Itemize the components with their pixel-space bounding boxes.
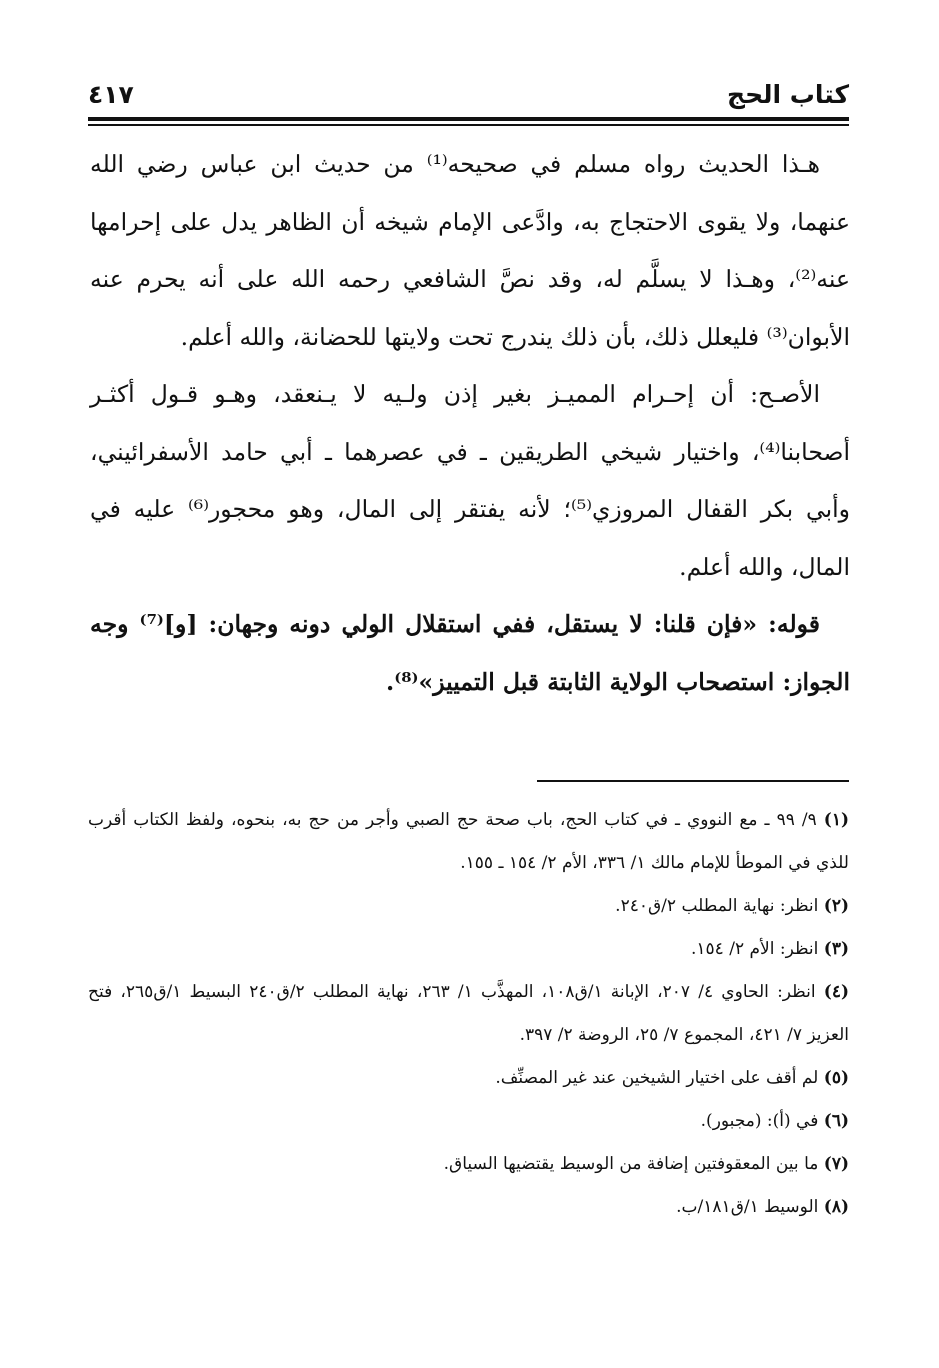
footnote-number: (٤) — [823, 982, 849, 1002]
header-rule-thin — [88, 124, 849, 126]
footnote-text: لم أقف على اختيار الشيخين عند غير المصنِّف. — [495, 1068, 819, 1088]
footnote-2 — [88, 885, 849, 928]
footnote-text: انظر: نهاية المطلب ٢/ق٢٤٠. — [615, 896, 819, 916]
footnote-7 — [88, 1143, 849, 1186]
footnote-text: ما بين المعقوفتين إضافة من الوسيط يقتضيها السياق. — [443, 1154, 819, 1174]
footnote-text: في (أ): (مجبور). — [700, 1111, 819, 1131]
footnote-number: (٨) — [823, 1197, 849, 1217]
footnote-3 — [88, 928, 849, 971]
running-title: كتاب الحج — [727, 80, 849, 109]
header-rule-thick — [88, 117, 849, 121]
footnote-number: (٢) — [823, 896, 849, 916]
footnote-text: ٩/ ٩٩ ـ مع النووي ـ في كتاب الحج، باب صحة حج الصبي وأجر من حج به، بنحوه، ولفظ الكتاب أقرب للذي في الموطأ للإمام مالك ١/ ٣٣٦، الأم ٢/ ١٥٤ ـ ١٥٥. — [88, 810, 849, 873]
footnote-5 — [88, 1057, 849, 1100]
footnotes — [88, 799, 849, 1229]
footnote-4 — [88, 971, 849, 1057]
footnote-number: (٧) — [823, 1154, 849, 1174]
footnote-number: (٣) — [823, 939, 849, 959]
footnote-number: (١) — [823, 810, 849, 830]
footnote-text: انظر: الأم ٢/ ١٥٤. — [691, 939, 819, 959]
footnote-6 — [88, 1100, 849, 1143]
footnote-8 — [88, 1186, 849, 1229]
footnote-number: (٥) — [823, 1068, 849, 1088]
paragraph-hadith: هـذا الحديث رواه مسلم في صحيحه⁽¹⁾ من حديث ابن عباس رضي الله عنهما، ولا يقوى الاحتجاج به، وادَّعى الإمام شيخه أن الظاهر يدل على إحرامها عنه⁽²⁾، وهـذا لا يسلَّم له، وقد نصَّ الشافعي رحمه الله على أنه يحرم عنه الأبوان⁽³⁾ فليعلل ذلك، بأن ذلك يندرج تحت ولايتها للحضانة، والله أعلم. — [90, 150, 850, 351]
footnote-separator — [537, 780, 849, 782]
main-text — [90, 136, 850, 711]
paragraph-asah: الأصـح: أن إحـرام المميـز بغير إذن ولـيه لا يـنعقد، وهـو قـول أكثـر أصحابنا⁽⁴⁾، واختيار شيخي الطريقين ـ في عصرهما ـ أبي حامد الأسفرائيني، وأبي بكر القفال المروزي⁽⁵⁾؛ لأنه يفتقر إلى المال، وهو محجور⁽⁶⁾ عليه في المال، والله أعلم. — [90, 380, 851, 581]
page-header — [88, 78, 849, 114]
footnote-1 — [88, 799, 849, 885]
footnote-number: (٦) — [823, 1111, 849, 1131]
page-number: ٤١٧ — [88, 80, 134, 109]
paragraph-quote: قوله: «فإن قلنا: لا يستقل، ففي استقلال الولي دونه وجهان: [و]⁽⁷⁾ وجه الجواز: استصحاب الولاية الثابتة قبل التمييز»⁽⁸⁾. — [90, 610, 850, 696]
footnote-text: انظر: الحاوي ٤/ ٢٠٧، الإبانة ١/ق١٠٨، المهذَّب ١/ ٢٦٣، نهاية المطلب ٢/ق٢٤٠ البسيط ١/ق٢٦٥، فتح العزيز ٧/ ٤٢١، المجموع ٧/ ٢٥، الروضة ٢/ ٣٩٧. — [88, 982, 849, 1045]
footnote-text: الوسيط ١/ق١٨١/ب. — [676, 1197, 819, 1217]
